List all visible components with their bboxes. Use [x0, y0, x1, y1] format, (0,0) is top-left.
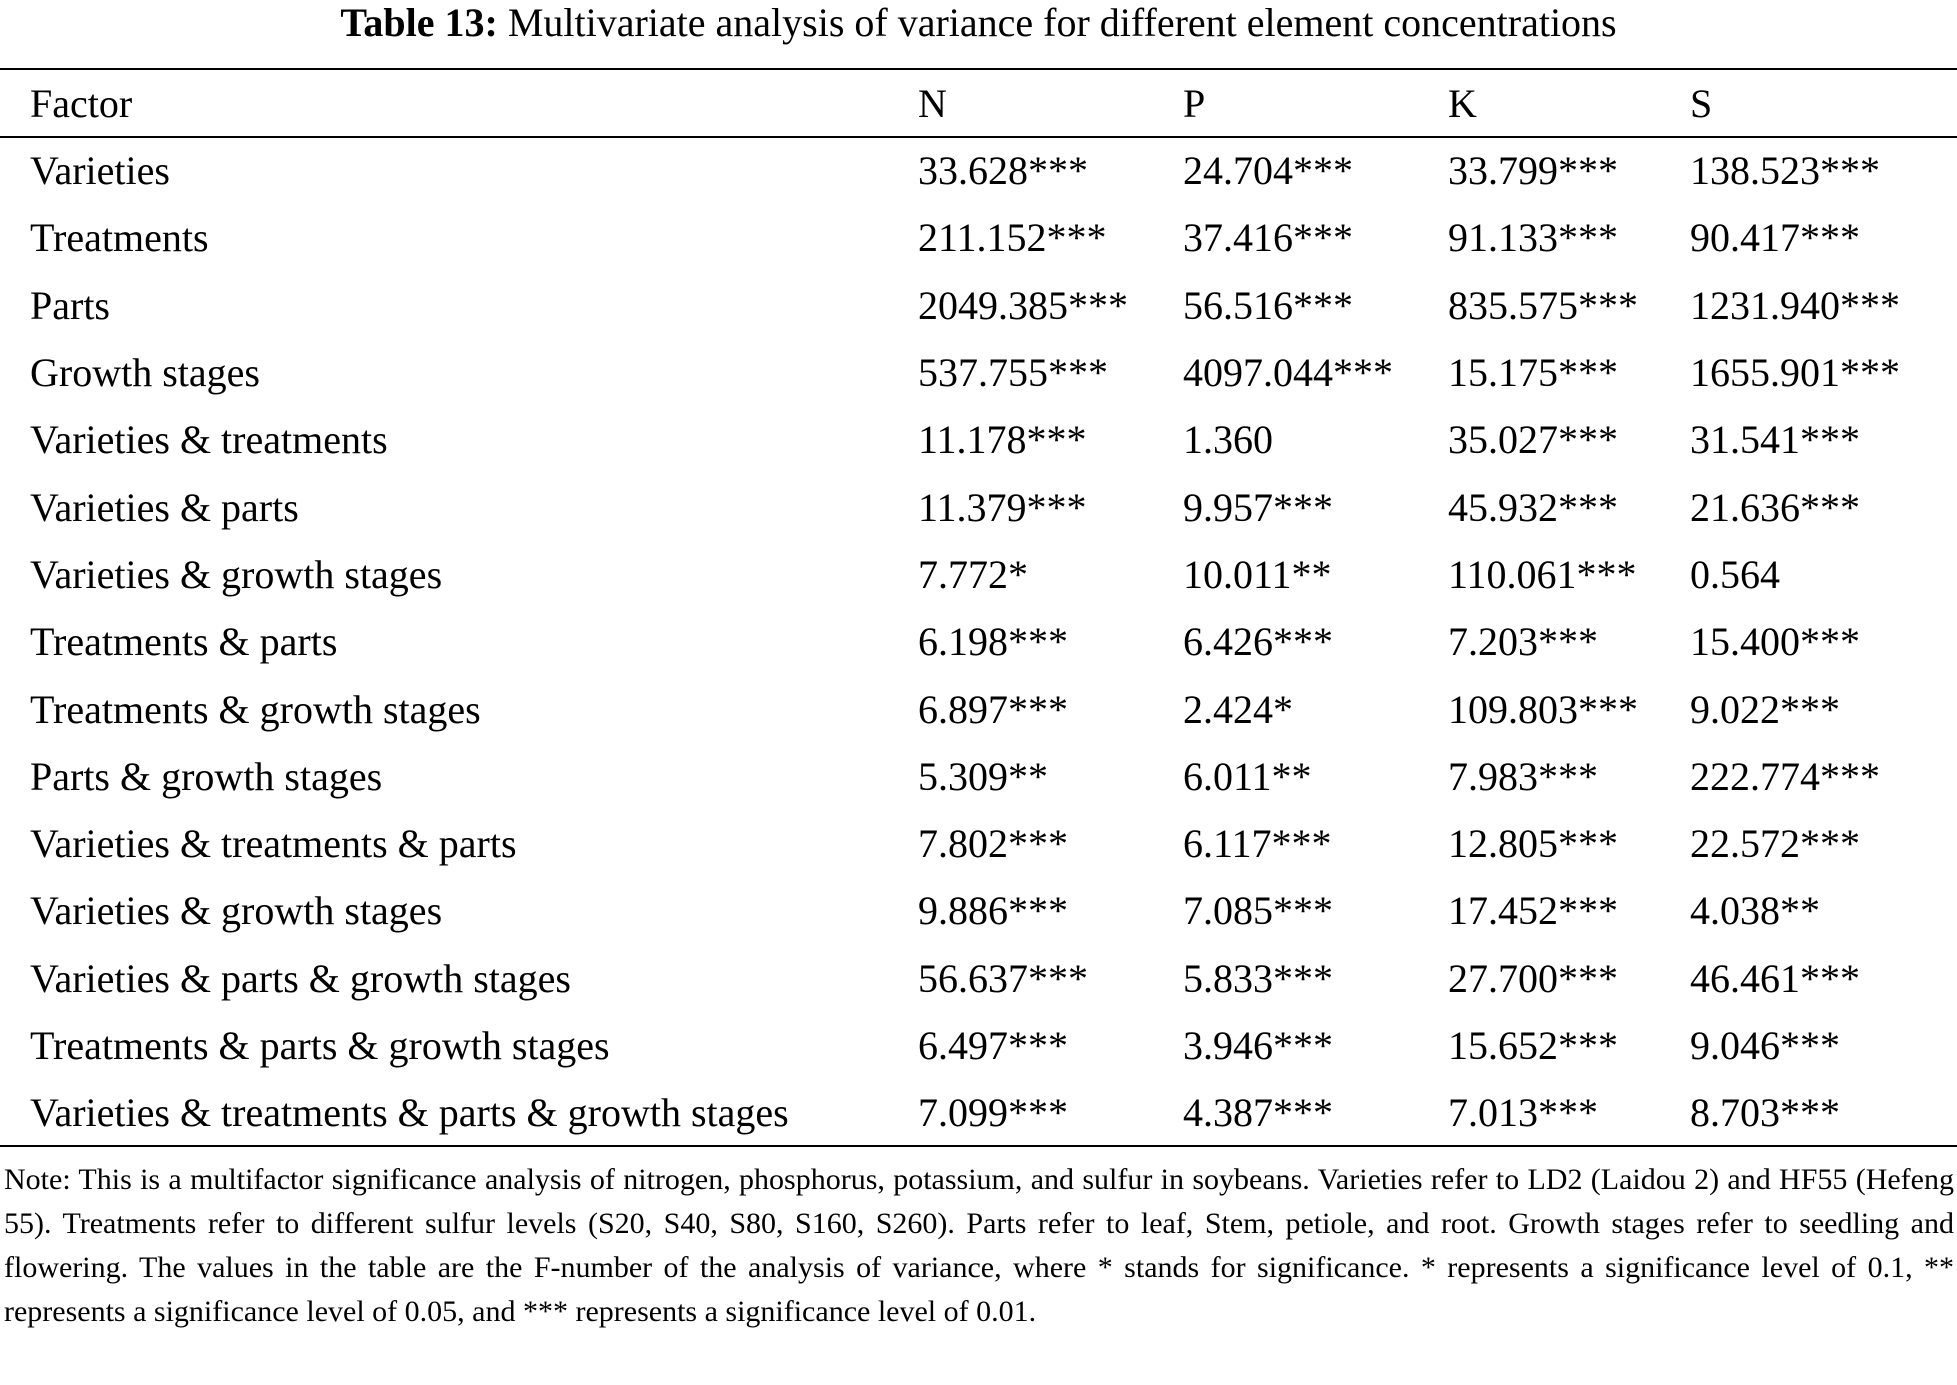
cell-n-value: 6.497*** — [918, 1023, 1068, 1068]
table-row — [0, 945, 1957, 1012]
cell-n-value: 2049.385*** — [918, 282, 1128, 328]
cell-k-value: 110.061*** — [1448, 551, 1637, 597]
cell-p-value: 5.833*** — [1183, 955, 1333, 1001]
cell-factor: Varieties & parts — [30, 484, 299, 530]
cell-s-value: 21.636*** — [1690, 484, 1860, 530]
cell-factor: Varieties — [30, 148, 170, 194]
cell-s-value: 1231.940*** — [1690, 282, 1900, 328]
header-row — [0, 70, 1957, 137]
cell-s-value: 15.400*** — [1690, 619, 1860, 665]
table-row — [0, 743, 1957, 810]
table-caption-title: Multivariate analysis of variance for different element concentrations — [507, 0, 1617, 45]
cell-s-value: 138.523*** — [1690, 148, 1880, 194]
cell-factor: Varieties & parts & growth stages — [30, 955, 571, 1001]
cell-p-value: 9.957*** — [1183, 484, 1333, 530]
cell-n-value: 537.755*** — [918, 350, 1108, 396]
table-row — [0, 406, 1957, 473]
cell-p-value: 4.387*** — [1183, 1090, 1333, 1136]
table-row — [0, 608, 1957, 675]
table-row — [0, 675, 1957, 742]
cell-s-value: 31.541*** — [1690, 417, 1860, 463]
cell-p-value: 4097.044*** — [1183, 350, 1393, 396]
cell-factor: Treatments — [30, 215, 209, 261]
table-row — [0, 541, 1957, 608]
header-p: P — [1183, 81, 1206, 126]
cell-k-value: 17.452*** — [1448, 888, 1618, 934]
cell-p-value: 6.011** — [1183, 753, 1312, 799]
cell-s-value: 8.703*** — [1690, 1090, 1840, 1136]
table-body — [0, 137, 1957, 1146]
table-header — [0, 70, 1957, 137]
cell-p-value: 37.416*** — [1183, 215, 1353, 261]
cell-s-value: 22.572*** — [1690, 821, 1860, 867]
cell-k-value: 7.203*** — [1448, 619, 1598, 665]
cell-k-value: 7.013*** — [1448, 1090, 1598, 1136]
cell-n-value: 7.099*** — [918, 1090, 1068, 1136]
table-row — [0, 137, 1957, 204]
cell-factor: Varieties & treatments & parts & growth stages — [30, 1090, 789, 1136]
cell-k-value: 45.932*** — [1448, 484, 1618, 530]
cell-p-value: 2.424* — [1183, 686, 1293, 732]
header-factor: Factor — [30, 81, 133, 126]
cell-k-value: 7.983*** — [1448, 753, 1598, 799]
cell-k-value: 835.575*** — [1448, 282, 1638, 328]
cell-n-value: 11.178*** — [918, 417, 1087, 463]
cell-k-value: 109.803*** — [1448, 686, 1638, 732]
cell-k-value: 15.652*** — [1448, 1023, 1618, 1068]
cell-factor: Parts — [30, 282, 110, 328]
cell-s-value: 90.417*** — [1690, 215, 1860, 261]
cell-factor: Varieties & treatments & parts — [30, 821, 517, 867]
table-row — [0, 204, 1957, 271]
cell-k-value: 33.799*** — [1448, 148, 1618, 194]
manova-table — [0, 70, 1957, 1146]
cell-k-value: 15.175*** — [1448, 350, 1618, 396]
cell-k-value: 27.700*** — [1448, 955, 1618, 1001]
cell-k-value: 12.805*** — [1448, 821, 1618, 867]
cell-factor: Varieties & growth stages — [30, 551, 443, 597]
cell-p-value: 10.011** — [1183, 551, 1332, 597]
cell-factor: Varieties & treatments — [30, 417, 388, 463]
cell-n-value: 9.886*** — [918, 888, 1068, 934]
cell-p-value: 1.360 — [1183, 417, 1273, 463]
cell-n-value: 6.897*** — [918, 686, 1068, 732]
cell-n-value: 211.152*** — [918, 215, 1107, 261]
table-caption-label: Table 13: — [340, 0, 498, 45]
header-n: N — [918, 81, 947, 126]
table-caption — [0, 0, 1957, 46]
cell-n-value: 11.379*** — [918, 484, 1087, 530]
cell-factor: Varieties & growth stages — [30, 888, 443, 934]
table-row — [0, 877, 1957, 944]
header-s: S — [1690, 81, 1713, 126]
cell-k-value: 35.027*** — [1448, 417, 1618, 463]
table-row — [0, 810, 1957, 877]
table-row — [0, 339, 1957, 406]
cell-p-value: 6.117*** — [1183, 821, 1332, 867]
table-row — [0, 272, 1957, 339]
table-row — [0, 1079, 1957, 1146]
cell-p-value: 3.946*** — [1183, 1023, 1333, 1068]
cell-n-value: 6.198*** — [918, 619, 1068, 665]
cell-n-value: 56.637*** — [918, 955, 1088, 1001]
cell-s-value: 4.038** — [1690, 888, 1820, 934]
cell-s-value: 9.046*** — [1690, 1023, 1840, 1068]
cell-factor: Treatments & parts — [30, 619, 338, 665]
cell-n-value: 33.628*** — [918, 148, 1088, 194]
cell-p-value: 7.085*** — [1183, 888, 1333, 934]
header-k: K — [1448, 81, 1477, 126]
cell-factor: Growth stages — [30, 350, 260, 396]
cell-factor: Parts & growth stages — [30, 753, 383, 799]
cell-n-value: 5.309** — [918, 753, 1048, 799]
cell-p-value: 6.426*** — [1183, 619, 1333, 665]
cell-p-value: 24.704*** — [1183, 148, 1353, 194]
cell-s-value: 0.564 — [1690, 551, 1780, 597]
cell-factor: Treatments & parts & growth stages — [30, 1023, 610, 1068]
cell-n-value: 7.772* — [918, 551, 1028, 597]
table-row — [0, 1012, 1957, 1079]
cell-p-value: 56.516*** — [1183, 282, 1353, 328]
cell-s-value: 1655.901*** — [1690, 350, 1900, 396]
cell-s-value: 46.461*** — [1690, 955, 1860, 1001]
table-row — [0, 473, 1957, 540]
cell-s-value: 9.022*** — [1690, 686, 1840, 732]
cell-s-value: 222.774*** — [1690, 753, 1880, 799]
cell-k-value: 91.133*** — [1448, 215, 1618, 261]
table-note: Note: This is a multifactor significance analysis of nitrogen, phosphorus, potassium, and sulfur in soybeans. Varieties refer to LD2 (Laidou 2) and HF55 (Hefeng 55). Treatments refer to different sulfur levels (S20, S40, S80, S160, S260). Parts refer to leaf, Stem, petiole, and root. Growth stages refer to seedling and flowering. The values in the table are the F-number of the analysis of variance, where * stands for significance. * represents a significance level of 0.1, ** represents a significance level of 0.05, and *** represents a significance level of 0.01. — [4, 1163, 1954, 1328]
cell-n-value: 7.802*** — [918, 821, 1068, 867]
cell-factor: Treatments & growth stages — [30, 686, 481, 732]
